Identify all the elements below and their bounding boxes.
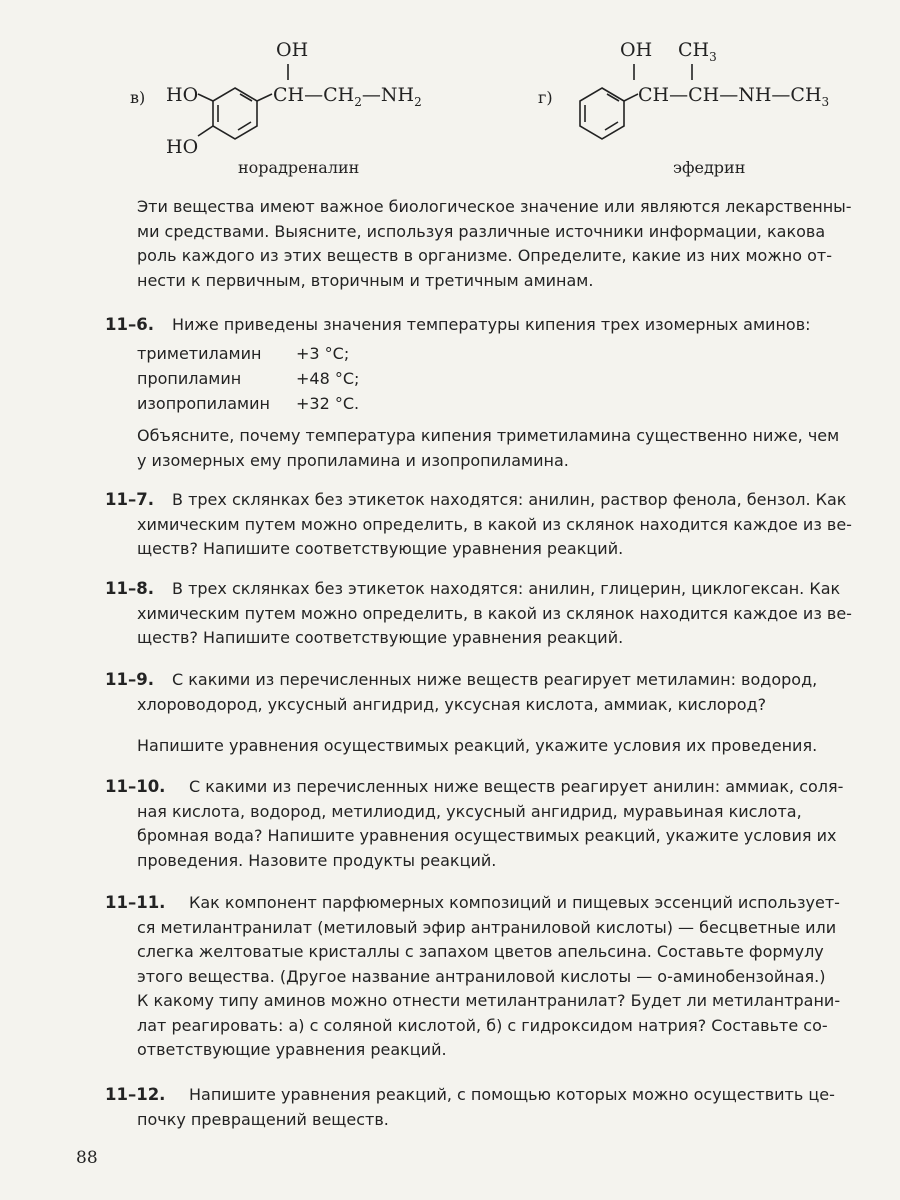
problem-number-11-7: 11–7. — [105, 490, 154, 509]
problem-number-11-12: 11–12. — [105, 1085, 166, 1104]
problem-11-9-cont — [137, 693, 867, 718]
text-line: химическим путем можно определить, в какой из склянок находится каждое из ве- — [137, 514, 852, 534]
boiling-point: +32 °C. — [296, 394, 360, 413]
text-line: слегка желтоватые кристаллы с запахом цветов апельсина. Составьте формулу — [137, 942, 824, 961]
text-line: В трех склянках без этикеток находятся: анилин, глицерин, циклогексан. Как — [172, 579, 841, 598]
ch3-top-ephedrine: $CH_3$ — [678, 39, 717, 64]
page-number: 88 — [76, 1148, 98, 1168]
ho-group-2: HO — [166, 136, 199, 158]
problem-11-6-after — [137, 424, 865, 473]
ephedrine-name: эфедрин — [673, 158, 746, 177]
text-line: ная кислота, водород, метилиодид, уксусный ангидрид, муравьиная кислота, — [137, 801, 802, 821]
text-line: ществ? Напишите соответствующие уравнения реакций. — [137, 628, 624, 647]
problem-11-8-text — [172, 577, 867, 602]
problem-11-7-text — [172, 488, 867, 513]
problem-11-6-text: Ниже приведены значения температуры кипения трех изомерных аминов: — [172, 315, 811, 334]
problem-number-11-9: 11–9. — [105, 670, 154, 689]
text-line: Напишите уравнения реакций, с помощью которых можно осуществить це- — [189, 1085, 835, 1104]
noradrenaline-name: норадреналин — [238, 158, 360, 177]
intro-line: роль каждого из этих веществ в организме. Определите, какие из них можно от- — [137, 246, 832, 265]
text-line: ся метилантранилат (метиловый эфир антраниловой кислоты) — бесцветные или — [137, 917, 837, 937]
oh-ephedrine: OH — [620, 39, 653, 61]
text-line: С какими из перечисленных ниже веществ реагирует метиламин: водород, — [172, 670, 818, 689]
problem-11-9-after: Напишите уравнения осуществимых реакций, укажите условия их проведения. — [137, 736, 818, 755]
text-line: этого вещества. (Другое название антраниловой кислоты — о-аминобензойная.) — [137, 966, 826, 986]
text-line: химическим путем можно определить, в какой из склянок находится каждое из ве- — [137, 603, 852, 623]
intro-line: нести к первичным, вторичным и третичным аминам. — [137, 270, 594, 290]
problem-number-11-6: 11–6. — [105, 315, 154, 334]
problem-11-12-text — [189, 1083, 867, 1108]
structure-label-g: г) — [538, 88, 553, 107]
oh-top-noradrenaline: OH — [276, 39, 309, 61]
amine-name: пропиламин — [137, 369, 242, 388]
text-line: С какими из перечисленных ниже веществ реагирует анилин: аммиак, соля- — [189, 777, 844, 796]
problem-11-12-cont — [137, 1108, 867, 1133]
text-line: лат реагировать: а) с соляной кислотой, б) с гидроксидом натрия? Составьте со- — [137, 1015, 828, 1035]
text-line: хлороводород, уксусный ангидрид, уксусная кислота, аммиак, кислород? — [137, 694, 767, 714]
intro-line: Эти вещества имеют важное биологическое значение или являются лекарственны- — [137, 197, 852, 216]
problem-11-10-text — [189, 775, 867, 800]
text-line: проведения. Назовите продукты реакций. — [137, 850, 497, 870]
text-line: ществ? Напишите соответствующие уравнения реакций. — [137, 539, 624, 558]
ephedrine-chain: $CH—CH—NH—CH_3$ — [638, 84, 830, 109]
problem-number-11-8: 11–8. — [105, 579, 154, 598]
problem-11-9-text — [172, 668, 867, 693]
text-line: К какому типу аминов можно отнести метилантранилат? Будет ли метилантрани- — [137, 991, 841, 1010]
intro-line: ми средствами. Выясните, используя различные источники информации, какова — [137, 221, 826, 241]
problem-11-8-cont — [137, 602, 867, 651]
boiling-point: +48 °C; — [296, 369, 360, 388]
intro-paragraph — [137, 195, 865, 293]
amine-name: триметиламин — [137, 344, 262, 363]
text-line: бромная вода? Напишите уравнения осуществимых реакций, укажите условия их — [137, 826, 837, 845]
amine-name: изопропиламин — [137, 394, 270, 413]
ho-group-1: HO — [166, 84, 199, 106]
chemical-structures — [120, 28, 840, 193]
problem-11-7-cont — [137, 513, 867, 562]
noradrenaline-chain: $CH—CH_2—NH_2$ — [273, 84, 422, 109]
text-line: ответствующие уравнения реакций. — [137, 1040, 447, 1059]
text-line: у изомерных ему пропиламина и изопропиламина. — [137, 450, 569, 470]
problem-number-11-11: 11–11. — [105, 893, 166, 912]
text-line: Объясните, почему температура кипения триметиламина существенно ниже, чем — [137, 426, 840, 445]
problem-number-11-10: 11–10. — [105, 777, 166, 796]
problem-11-11-text — [189, 891, 867, 916]
problem-11-11-cont — [137, 916, 867, 1063]
structures-svg — [120, 28, 840, 193]
boiling-point: +3 °C; — [296, 344, 350, 363]
text-line: В трех склянках без этикеток находятся: анилин, раствор фенола, бензол. Как — [172, 490, 847, 509]
problem-11-10-cont — [137, 800, 867, 874]
structure-label-b: в) — [130, 88, 146, 107]
text-line: Как компонент парфюмерных композиций и пищевых эссенций использует- — [189, 893, 840, 912]
text-line: почку превращений веществ. — [137, 1109, 389, 1129]
